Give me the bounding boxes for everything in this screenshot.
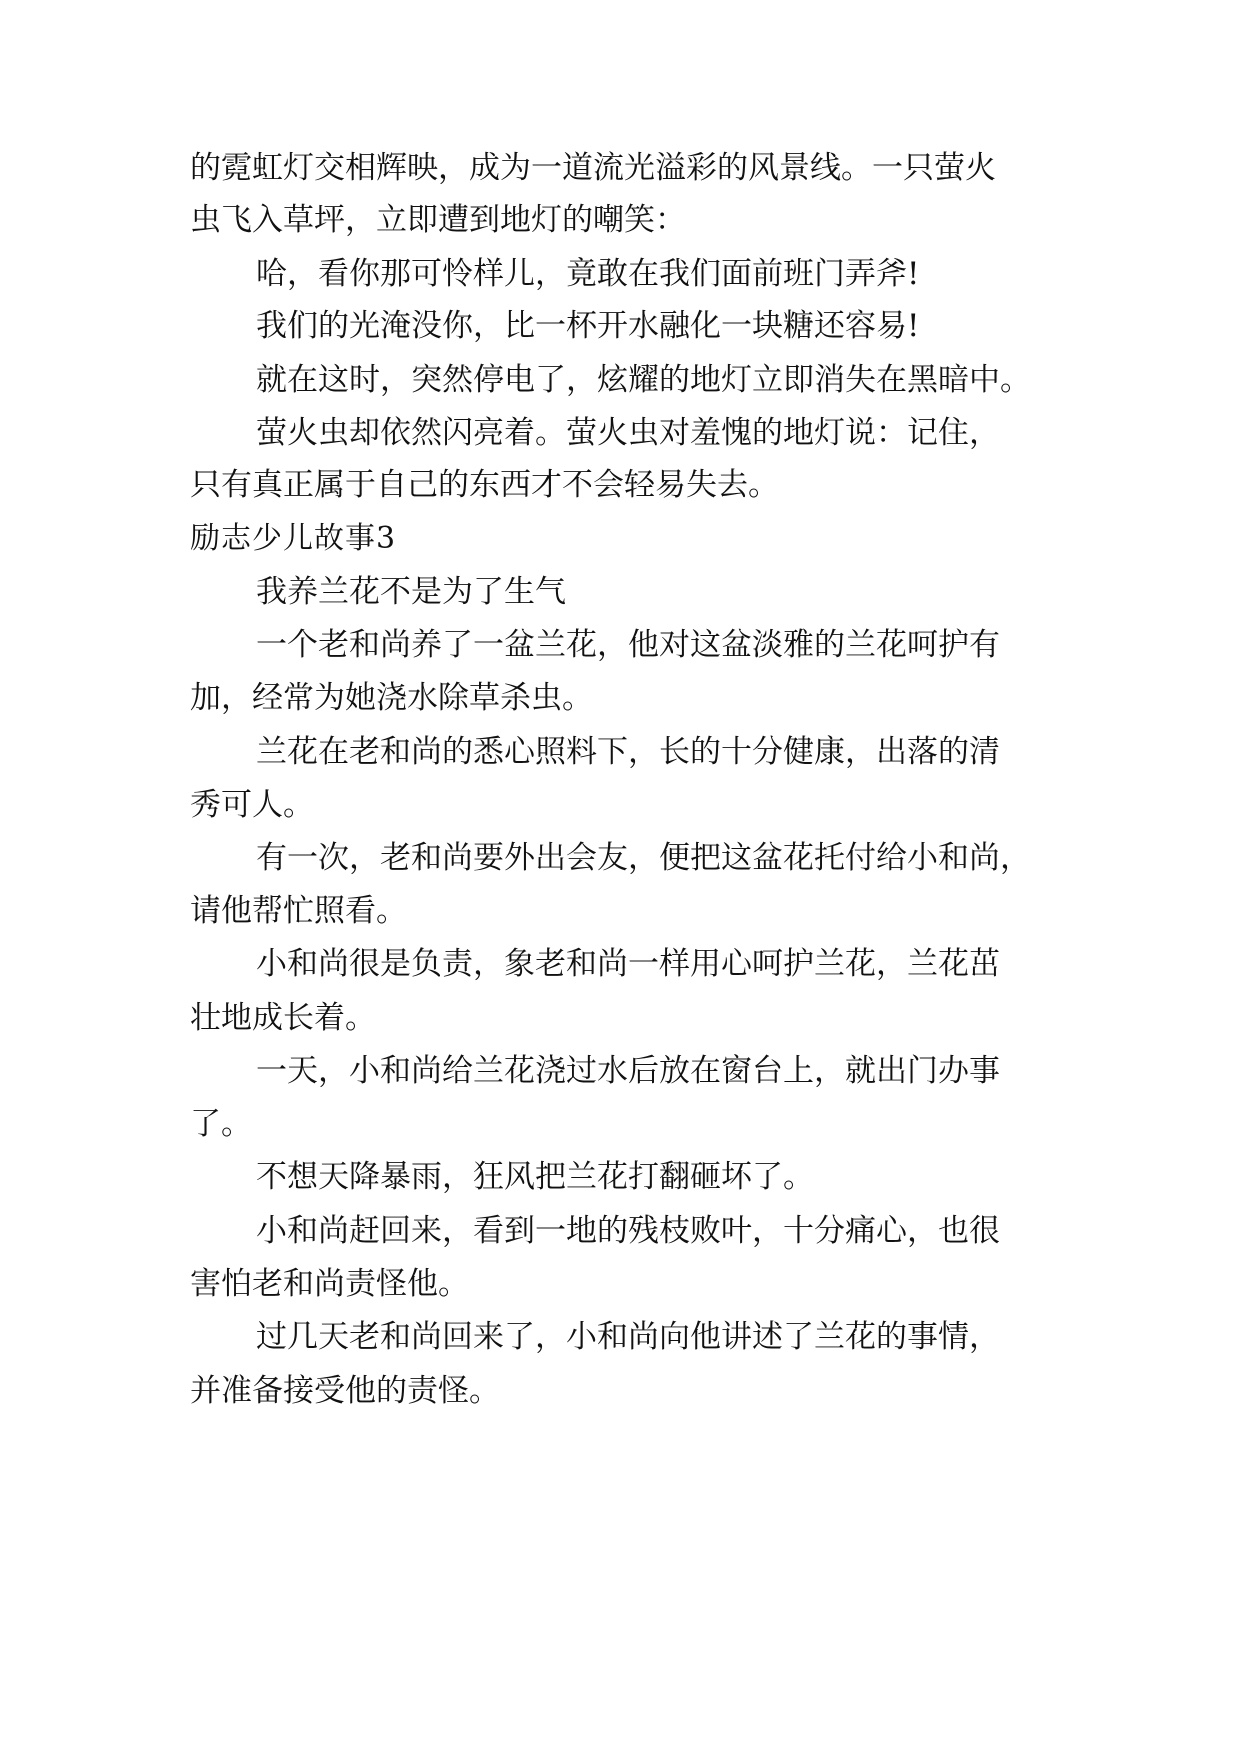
body-text-line: 我们的光淹没你，比一杯开水融化一块糖还容易! [256,308,920,344]
body-text-line: 一天，小和尚给兰花浇过水后放在窗台上，就出门办事 [256,1053,1000,1089]
body-text-line: 小和尚很是负责，象老和尚一样用心呵护兰花，兰花茁 [256,946,1000,982]
body-text-line: 不想天降暴雨，狂风把兰花打翻砸坏了。 [256,1159,814,1195]
body-text-line: 有一次，老和尚要外出会友，便把这盆花托付给小和尚， [256,840,1031,876]
body-text-line: 并准备接受他的责怪。 [190,1373,500,1409]
body-text-line: 哈，看你那可怜样儿，竟敢在我们面前班门弄斧! [256,256,920,292]
story-title: 我养兰花不是为了生气 [256,574,566,610]
section-heading: 励志少儿故事3 [190,521,397,556]
body-text-line: 就在这时，突然停电了，炫耀的地灯立即消失在黑暗中。 [256,362,1031,398]
body-text-line: 请他帮忙照看。 [190,893,407,929]
body-text-line: 秀可人。 [190,787,314,823]
body-text-line: 加，经常为她浇水除草杀虫。 [190,680,593,716]
body-text-line: 小和尚赶回来，看到一地的残枝败叶，十分痛心，也很 [256,1213,1000,1249]
body-text-line: 萤火虫却依然闪亮着。萤火虫对羞愧的地灯说：记住， [256,415,1000,451]
body-text-line: 虫飞入草坪，立即遭到地灯的嘲笑： [190,202,686,238]
body-text-line: 的霓虹灯交相辉映，成为一道流光溢彩的风景线。一只萤火 [190,150,996,186]
body-text-line: 过几天老和尚回来了，小和尚向他讲述了兰花的事情， [256,1319,1000,1355]
body-text-line: 一个老和尚养了一盆兰花，他对这盆淡雅的兰花呵护有 [256,627,1000,663]
body-text-line: 壮地成长着。 [190,1000,376,1036]
body-text-line: 了。 [190,1106,252,1142]
body-text-line: 害怕老和尚责怪他。 [190,1266,469,1302]
body-text-line: 只有真正属于自己的东西才不会轻易失去。 [190,467,779,503]
body-text-line: 兰花在老和尚的悉心照料下，长的十分健康，出落的清 [256,734,1000,770]
